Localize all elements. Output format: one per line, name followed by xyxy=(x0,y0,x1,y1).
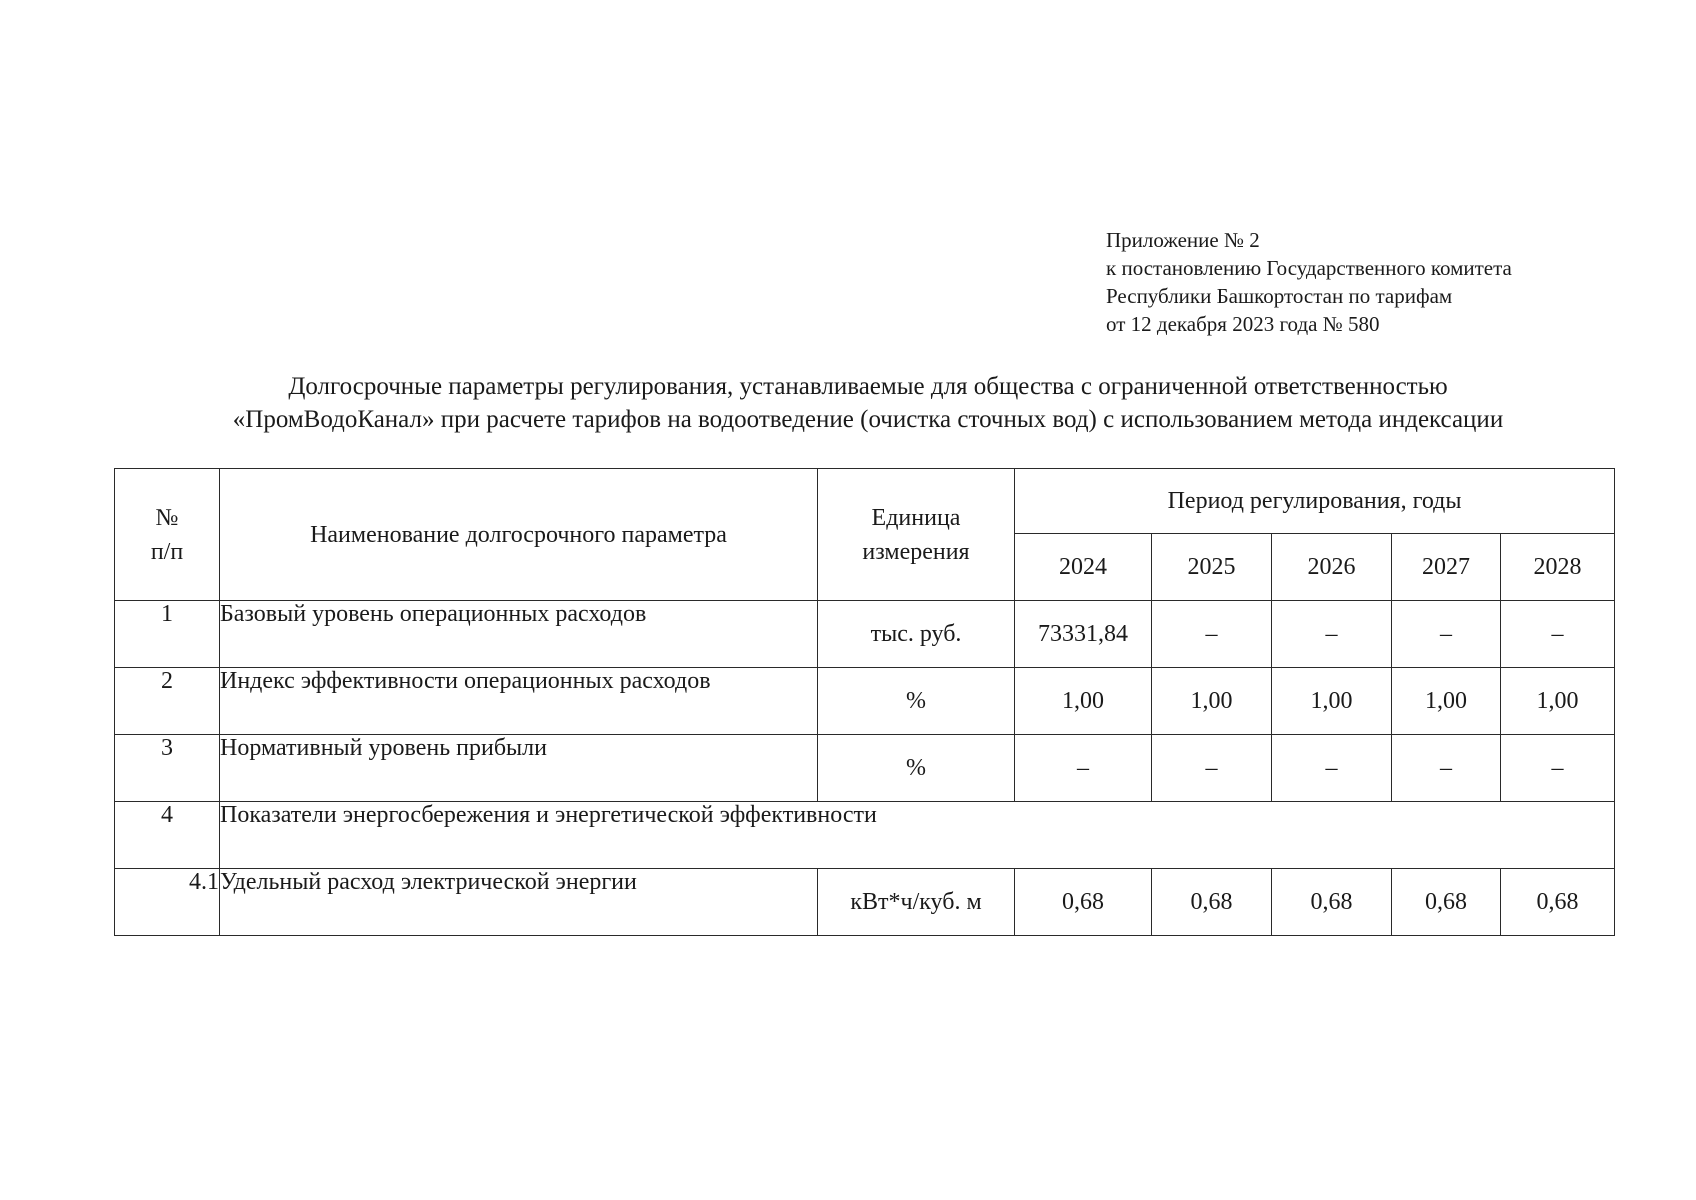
row-value: – xyxy=(1392,601,1501,668)
row-value: 1,00 xyxy=(1015,668,1152,735)
row-number: 4.1 xyxy=(115,869,220,936)
row-value: – xyxy=(1015,735,1152,802)
appendix-line: Приложение № 2 xyxy=(1106,228,1260,252)
appendix-block xyxy=(1106,226,1512,338)
row-parameter-name: Нормативный уровень прибыли xyxy=(220,735,818,802)
parameters-table xyxy=(114,468,1615,936)
header-year: 2026 xyxy=(1272,534,1392,601)
row-section-name: Показатели энергосбережения и энергетической эффективности xyxy=(220,802,1615,869)
row-value: – xyxy=(1392,735,1501,802)
header-number xyxy=(115,469,220,601)
header-year: 2025 xyxy=(1152,534,1272,601)
row-parameter-name: Удельный расход электрической энергии xyxy=(220,869,818,936)
header-unit xyxy=(818,469,1015,601)
header-period: Период регулирования, годы xyxy=(1015,469,1615,534)
appendix-line: Республики Башкортостан по тарифам xyxy=(1106,284,1453,308)
row-value: 0,68 xyxy=(1015,869,1152,936)
row-parameter-name: Базовый уровень операционных расходов xyxy=(220,601,818,668)
row-parameter-name: Индекс эффективности операционных расходов xyxy=(220,668,818,735)
row-value: 1,00 xyxy=(1152,668,1272,735)
row-value: 1,00 xyxy=(1272,668,1392,735)
row-value: – xyxy=(1272,601,1392,668)
header-year: 2024 xyxy=(1015,534,1152,601)
row-value: 1,00 xyxy=(1501,668,1615,735)
row-number: 2 xyxy=(115,668,220,735)
table-row xyxy=(115,668,1615,735)
appendix-line: от 12 декабря 2023 года № 580 xyxy=(1106,312,1380,336)
row-unit: % xyxy=(818,735,1015,802)
row-value: 73331,84 xyxy=(1015,601,1152,668)
row-value: – xyxy=(1152,735,1272,802)
header-year: 2027 xyxy=(1392,534,1501,601)
title-line: Долгосрочные параметры регулирования, устанавливаемые для общества с ограниченной ответственностью xyxy=(288,373,1448,400)
appendix-line: к постановлению Государственного комитета xyxy=(1106,256,1512,280)
row-number: 3 xyxy=(115,735,220,802)
table-row xyxy=(115,735,1615,802)
row-value: – xyxy=(1501,735,1615,802)
row-unit: кВт*ч/куб. м xyxy=(818,869,1015,936)
row-number: 4 xyxy=(115,802,220,869)
row-value: – xyxy=(1501,601,1615,668)
header-unit-line: измерения xyxy=(862,538,970,565)
header-number-symbol: № xyxy=(155,504,179,531)
header-unit-line: Единица xyxy=(871,504,961,531)
row-value: – xyxy=(1152,601,1272,668)
title-line: «ПромВодоКанал» при расчете тарифов на водоотведение (очистка сточных вод) с использованием метода индексации xyxy=(232,406,1504,433)
header-year: 2028 xyxy=(1501,534,1615,601)
row-unit: тыс. руб. xyxy=(818,601,1015,668)
table-row-section xyxy=(115,802,1615,869)
header-number-label: п/п xyxy=(150,538,184,565)
row-value: – xyxy=(1272,735,1392,802)
row-value: 0,68 xyxy=(1501,869,1615,936)
row-value: 0,68 xyxy=(1272,869,1392,936)
header-parameter-name: Наименование долгосрочного параметра xyxy=(220,469,818,601)
row-number: 1 xyxy=(115,601,220,668)
table-row xyxy=(115,869,1615,936)
row-unit: % xyxy=(818,668,1015,735)
document-title xyxy=(100,370,1636,436)
table-row xyxy=(115,601,1615,668)
row-value: 1,00 xyxy=(1392,668,1501,735)
header-row xyxy=(115,469,1615,534)
row-value: 0,68 xyxy=(1392,869,1501,936)
row-value: 0,68 xyxy=(1152,869,1272,936)
